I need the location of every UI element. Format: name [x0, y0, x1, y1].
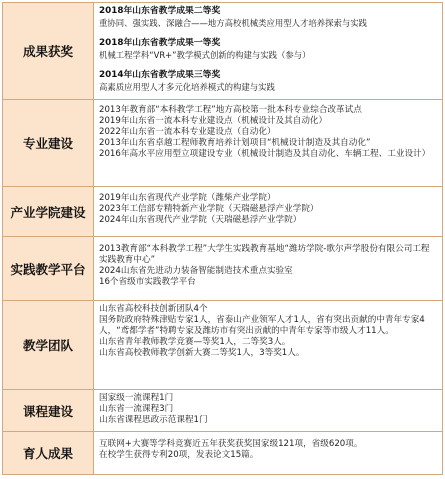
row-content	[94, 390, 442, 431]
content-line: 山东省高校教师教学创新大赛二等奖1人，3等奖1人。	[99, 348, 305, 358]
category-label: 教学团队	[3, 301, 94, 389]
row-major-construction	[3, 100, 442, 187]
content-line: 2013教育部“本科教学工程”大学生实践教育基地“潍坊学院-歌尔声学股份有限公司工程实践教育中心”	[99, 244, 430, 265]
row-content	[94, 301, 442, 389]
category-label: 实践教学平台	[3, 237, 94, 300]
content-line: 山东省一流课程3门	[99, 404, 174, 414]
content-line: 2019年山东省现代产业学院（潍柴产业学院）	[99, 193, 276, 203]
row-content	[94, 3, 442, 99]
row-practice-platform	[3, 237, 442, 301]
row-teaching-team	[3, 301, 442, 390]
content-line: 2013年山东省卓越工程师教育培养计划项目“机械设计制造及其自动化”	[99, 138, 371, 148]
content-line: 山东省青年教师教学竞赛—等奖1人，二等奖3人。	[99, 337, 291, 347]
award-title: 2014年山东省教学成果三等奖	[99, 70, 221, 80]
content-line: 2024年山东省现代产业学院（天瑞磁悬浮产业学院）	[99, 215, 302, 225]
content-line: 国务院政府特殊津贴专家1人，省泰山产业领军人才1人，省有突出贡献的中青年专家4人，“鸢都学者”特聘专家及潍坊市有突出贡献的中青年专家等市级人才11人。	[99, 315, 425, 336]
category-label: 专业建设	[3, 100, 94, 186]
content-line: 2024山东省先进动力装备智能制造技术重点实验室	[99, 266, 293, 276]
award-desc: 高素质应用型人才多元化培养模式的构建与实践	[99, 81, 275, 92]
content-line: 国家级一流课程1门	[99, 393, 174, 403]
row-awards	[3, 3, 442, 100]
content-line: 2013年教育部“本科教学工程”地方高校第一批本科专业综合改革试点	[99, 105, 362, 115]
row-education-outcomes	[3, 432, 442, 474]
content-line: 互联网+大赛等学科竞赛近五年获奖获奖国家级121项，省级620项。	[99, 439, 363, 449]
award-desc: 重协同、强实践、深融合——地方高校机械类应用型人才培养探索与实践	[99, 17, 367, 28]
award-item	[99, 70, 437, 93]
achievement-table	[2, 2, 443, 475]
award-title: 2018年山东省教学成果二等奖	[99, 6, 221, 16]
row-industry-college	[3, 187, 442, 237]
row-content	[94, 432, 442, 474]
award-item	[99, 38, 437, 61]
content-line: 2023年工信部专精特新产业学院（天瑞磁悬浮产业学院）	[99, 204, 319, 214]
content-line: 2016年高水平应用型立项建设专业（机械设计制造及其自动化、车辆工程、工业设计）	[99, 149, 431, 159]
content-line: 2019年山东省一流本科专业建设点（机械设计及其自动化）	[99, 116, 328, 126]
category-label: 育人成果	[3, 432, 94, 474]
category-label: 成果获奖	[3, 3, 94, 99]
category-label: 产业学院建设	[3, 187, 94, 236]
content-line: 在校学生获得专利20项，发表论文15篇。	[99, 450, 259, 460]
award-desc: 机械工程学科“VR+”教学模式创新的构建与实践（参与）	[99, 49, 311, 60]
content-line: 2022年山东省一流本科专业建设点（自动化）	[99, 127, 276, 137]
row-course-construction	[3, 390, 442, 432]
award-item	[99, 6, 437, 29]
category-label: 课程建设	[3, 390, 94, 431]
row-content	[94, 187, 442, 236]
content-line: 山东省课程思政示范课程1门	[99, 415, 208, 425]
content-line: 16个省级市实践教学平台	[99, 277, 196, 287]
row-content	[94, 100, 442, 186]
content-line: 山东省高校科技创新团队4个	[99, 304, 208, 314]
award-title: 2018年山东省教学成果一等奖	[99, 38, 221, 48]
row-content	[94, 237, 442, 300]
